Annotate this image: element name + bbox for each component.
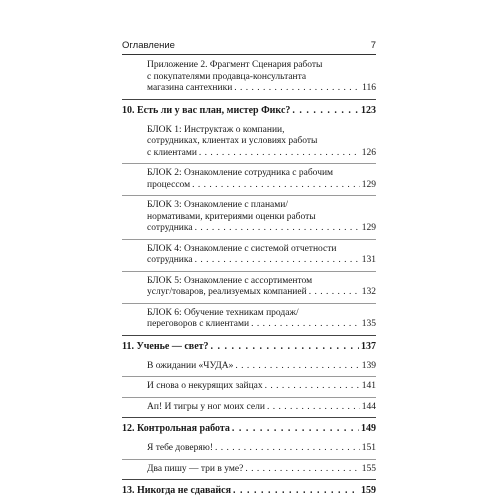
table-of-contents — [122, 56, 376, 501]
entry-text-line: Два пишу — три в уме? — [147, 463, 244, 474]
page-number: 7 — [370, 40, 376, 51]
entry-text-line: БЛОК 5: Ознакомление с ассортиментом — [147, 275, 313, 286]
chapter-page: 159 — [361, 485, 376, 496]
toc-chapter — [122, 336, 376, 419]
entry-text-line: Приложение 2. Фрагмент Сценария работы — [147, 60, 323, 70]
entry-text-line: БЛОК 6: Обучение техникам продаж/ — [147, 307, 299, 318]
chapter-title: 13. Никогда не сдавайся — [122, 485, 231, 496]
entry-final-line — [147, 287, 376, 299]
entry-page: 151 — [361, 443, 376, 453]
dot-leader — [232, 418, 359, 439]
entry-page: 144 — [361, 401, 376, 412]
entry-page: 131 — [361, 255, 376, 265]
dot-leader — [292, 100, 359, 121]
entry-final-line — [147, 83, 376, 95]
entry-text-line: БЛОК 2: Ознакомление сотрудника с рабочим — [147, 168, 334, 178]
dot-leader — [265, 381, 360, 393]
entry-final-line — [147, 180, 376, 192]
dot-leader — [267, 402, 360, 414]
header-rule — [122, 54, 376, 55]
toc-entry — [122, 397, 376, 418]
dot-leader — [233, 480, 359, 501]
entry-page: 141 — [361, 381, 376, 391]
entry-final-line — [147, 443, 376, 455]
entry-page: 132 — [361, 287, 376, 297]
entry-page: 116 — [362, 83, 376, 93]
entry-final-line — [147, 402, 376, 414]
entry-text-line: Ап! И тигры у ног моих сели — [147, 401, 265, 412]
entry-final-line — [147, 223, 376, 235]
entry-final-line — [147, 148, 376, 160]
toc-entry — [122, 357, 376, 377]
toc-entry — [122, 195, 376, 239]
toc-entry — [122, 439, 376, 459]
dot-leader — [195, 223, 360, 235]
toc-chapter — [122, 100, 376, 336]
toc-entry — [122, 121, 376, 164]
entry-final-line — [147, 319, 376, 331]
entry-page: 155 — [361, 463, 376, 474]
entry-final-line — [147, 464, 376, 476]
chapter-title: 12. Контрольная работа — [122, 423, 230, 434]
chapter-heading — [122, 336, 376, 357]
toc-entry — [122, 239, 376, 271]
running-header — [122, 40, 376, 54]
entry-final-line — [147, 361, 376, 373]
entry-page: 129 — [361, 223, 376, 233]
dot-leader — [195, 255, 360, 267]
entry-text-line: БЛОК 3: Ознакомление с планами/ — [147, 200, 289, 210]
running-header-title: Оглавление — [122, 40, 175, 51]
dot-leader — [251, 319, 360, 331]
entry-text-line: сотрудниках, клиентах и условиях работы — [147, 136, 318, 146]
entry-text-line: Я тебе доверяю! — [147, 443, 213, 453]
dot-leader — [309, 287, 360, 299]
dot-leader — [199, 148, 360, 160]
entry-text-line: нормативами, критериями оценки работы — [147, 211, 316, 222]
entry-page: 135 — [361, 319, 376, 329]
dot-leader — [192, 180, 360, 192]
entry-text-line: И снова о некурящих зайцах — [147, 381, 263, 391]
toc-entry — [122, 271, 376, 303]
entry-text-line: с покупателями продавца-консультанта — [147, 71, 307, 82]
entry-page: 126 — [361, 147, 376, 158]
entry-final-line — [147, 255, 376, 267]
entry-text-line: услуг/товаров, реализуемых компанией — [147, 287, 307, 297]
toc-entry — [122, 376, 376, 397]
entry-page: 129 — [361, 179, 376, 190]
chapter-heading — [122, 418, 376, 439]
dot-leader — [245, 464, 359, 476]
toc-entry — [122, 163, 376, 195]
toc-chapter — [122, 56, 376, 100]
entry-text-line: магазина сантехники — [147, 83, 233, 93]
entry-text-line: с клиентами — [147, 147, 197, 158]
dot-leader — [235, 361, 359, 373]
entry-text-line: сотрудника — [147, 223, 193, 233]
chapter-page: 137 — [361, 340, 376, 352]
chapter-page: 149 — [361, 423, 376, 434]
entry-text-line: сотрудника — [147, 255, 193, 265]
chapter-page: 123 — [361, 104, 376, 116]
entry-text-line: В ожидании «ЧУДА» — [147, 360, 234, 371]
toc-chapter — [122, 480, 376, 501]
dot-leader — [234, 83, 360, 95]
toc-entry — [122, 303, 376, 335]
toc-entry — [122, 459, 376, 480]
entry-text-line: переговоров с клиентами — [147, 319, 250, 329]
entry-final-line — [147, 381, 376, 393]
toc-chapter — [122, 418, 376, 480]
dot-leader — [211, 336, 359, 357]
chapter-heading — [122, 480, 376, 501]
entry-page: 139 — [361, 360, 376, 371]
entry-text-line: процессом — [147, 179, 191, 190]
dot-leader — [215, 443, 360, 455]
toc-entry — [122, 56, 376, 99]
chapter-heading — [122, 100, 376, 121]
entry-text-line: БЛОК 1: Инструктаж о компании, — [147, 124, 285, 135]
entry-text-line: БЛОК 4: Ознакомление с системой отчетности — [147, 243, 337, 254]
chapter-title: 11. Ученье — свет? — [122, 340, 209, 352]
chapter-title: 10. Есть ли у вас план, мистер Фикс? — [122, 104, 291, 116]
